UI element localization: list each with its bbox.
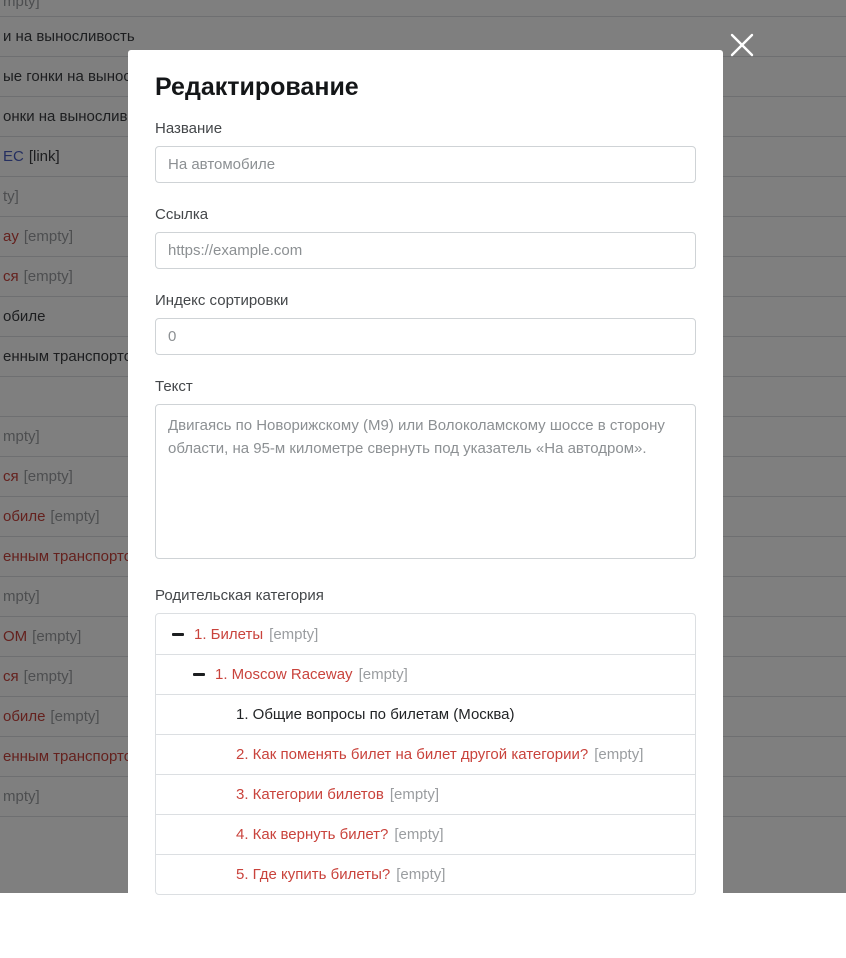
- text-label: Текст: [155, 378, 193, 395]
- link-field-group: [155, 206, 696, 269]
- parent-category-group: [155, 587, 696, 895]
- name-field-group: [155, 120, 696, 183]
- parent-category-list: [155, 613, 696, 895]
- collapse-icon[interactable]: [193, 673, 205, 676]
- text-field-group: [155, 378, 696, 564]
- category-label: 1. Билеты: [194, 625, 264, 643]
- category-label: 2. Как поменять билет на билет другой категории?: [236, 746, 589, 763]
- empty-badge: [empty]: [396, 866, 446, 883]
- category-item[interactable]: [156, 734, 695, 774]
- name-input[interactable]: [155, 146, 696, 183]
- edit-modal: [128, 50, 723, 958]
- name-label: Название: [155, 120, 223, 137]
- empty-badge: [empty]: [594, 746, 644, 763]
- category-item[interactable]: [156, 654, 695, 694]
- category-item[interactable]: [156, 854, 695, 894]
- category-item[interactable]: [156, 614, 695, 654]
- text-textarea[interactable]: [155, 404, 696, 559]
- collapse-icon[interactable]: [172, 633, 184, 636]
- empty-badge: [empty]: [389, 786, 439, 803]
- link-input[interactable]: [155, 232, 696, 269]
- sort-index-label: Индекс сортировки: [155, 292, 289, 309]
- category-item[interactable]: [156, 694, 695, 734]
- modal-title: Редактирование: [155, 73, 359, 101]
- category-label: 5. Где купить билеты?: [236, 866, 391, 883]
- empty-badge: [empty]: [269, 625, 319, 643]
- close-button[interactable]: [726, 29, 758, 61]
- empty-badge: [empty]: [358, 666, 408, 683]
- close-icon: [729, 32, 755, 58]
- sort-index-field-group: [155, 292, 696, 355]
- category-item[interactable]: [156, 774, 695, 814]
- parent-category-label: Родительская категория: [155, 587, 324, 604]
- category-label: 3. Категории билетов: [236, 786, 384, 803]
- category-item[interactable]: [156, 814, 695, 854]
- category-label: 1. Общие вопросы по билетам (Москва): [236, 706, 515, 723]
- sort-index-input[interactable]: [155, 318, 696, 355]
- category-label: 4. Как вернуть билет?: [236, 826, 389, 843]
- category-label: 1. Moscow Raceway: [215, 666, 353, 683]
- link-label: Ссылка: [155, 206, 209, 223]
- empty-badge: [empty]: [394, 826, 444, 843]
